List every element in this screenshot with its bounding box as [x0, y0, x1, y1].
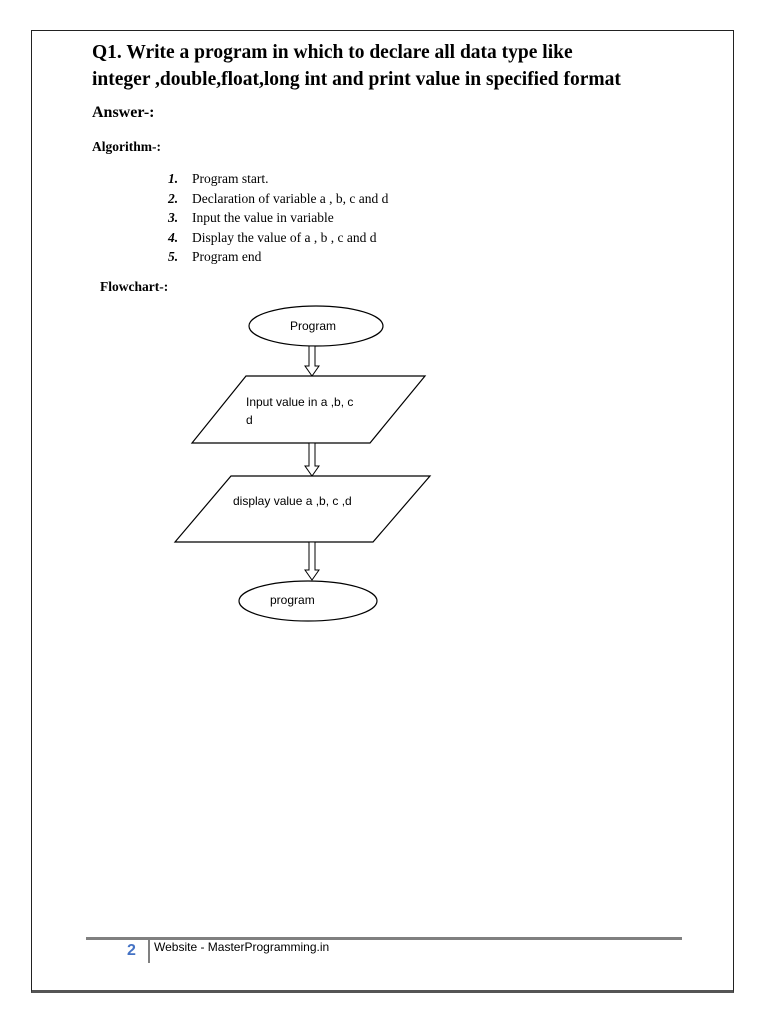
question-line-1: Q1. Write a program in which to declare all data type like [92, 42, 573, 63]
flowchart-heading: Flowchart-: [100, 279, 169, 294]
display-box-label: display value a ,b, c ,d [233, 494, 352, 508]
algorithm-step-text: Program end [192, 249, 262, 264]
start-terminal-label: Program [290, 319, 337, 333]
question-line-2: integer ,double,float,long int and print value in specified format [92, 69, 621, 90]
algorithm-step-text: Program start. [192, 171, 269, 186]
algorithm-step-number: 4. [168, 229, 179, 245]
algorithm-step-text: Display the value of a , b , c and d [192, 229, 377, 245]
algorithm-step-text: Input the value in variable [192, 210, 334, 225]
page-number: 2 [127, 942, 136, 959]
display-output-box [175, 476, 430, 542]
answer-heading: Answer-: [92, 104, 155, 121]
end-terminal-label: program [270, 593, 315, 607]
arrow-display-to-end [305, 542, 319, 580]
algorithm-step-number: 2. [168, 190, 179, 206]
algorithm-step-number: 5. [168, 249, 179, 264]
algorithm-step-number: 1. [168, 171, 179, 186]
arrow-input-to-display [305, 443, 319, 476]
algorithm-step-number: 3. [168, 210, 179, 225]
algorithm-heading: Algorithm-: [92, 139, 161, 154]
input-process-box [192, 376, 425, 443]
arrow-start-to-input [305, 346, 319, 376]
input-box-label-line-1: Input value in a ,b, c [246, 395, 354, 409]
input-box-label-line-2: d [246, 413, 253, 427]
footer-website: Website - MasterProgramming.in [154, 940, 330, 954]
algorithm-step-text: Declaration of variable a , b, c and d [192, 190, 389, 206]
footer-divider [148, 940, 150, 963]
